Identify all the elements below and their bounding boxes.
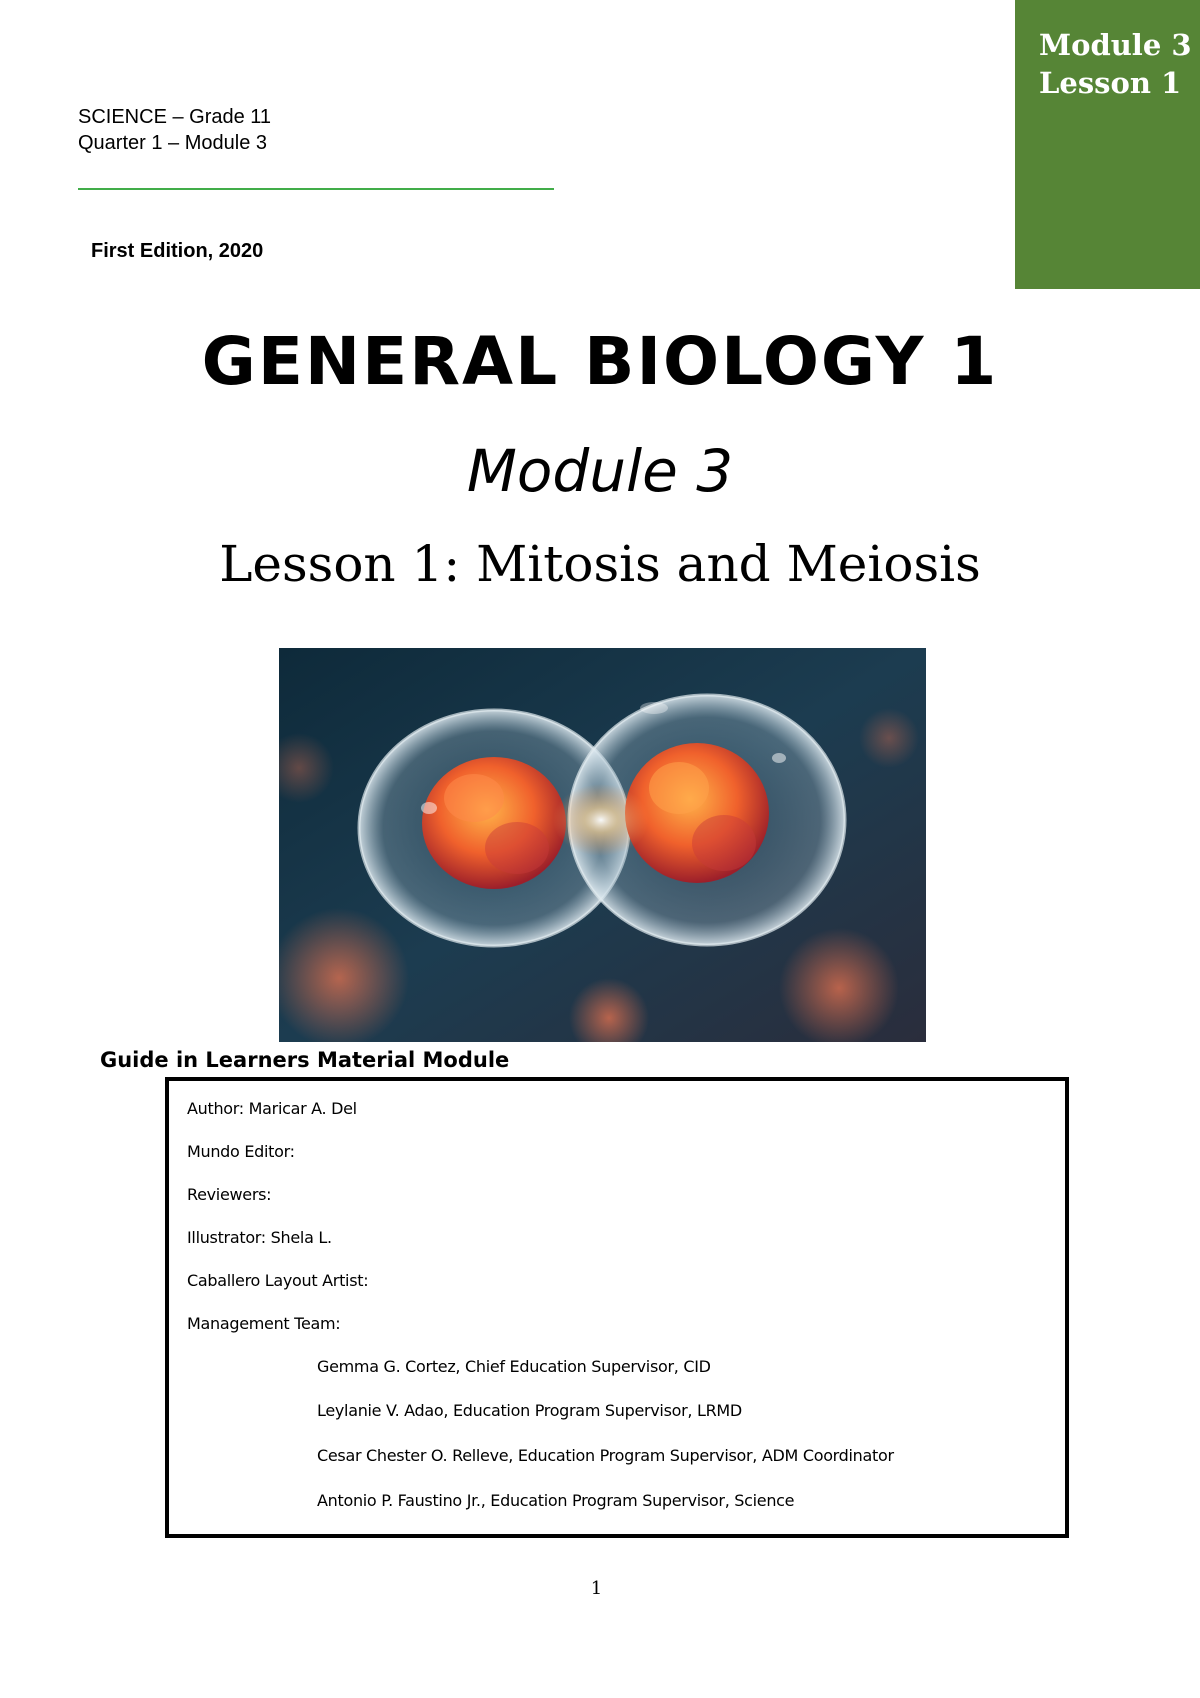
team-member: Antonio P. Faustino Jr., Education Program Supervisor, Science (317, 1491, 795, 1510)
module-title: Module 3 (466, 437, 734, 505)
cell-division-image (279, 648, 926, 1042)
tab-module-label: Module 3 (1039, 28, 1192, 62)
quarter-module: Quarter 1 – Module 3 (78, 132, 267, 154)
credits-box (165, 1077, 1069, 1538)
team-member: Gemma G. Cortez, Chief Education Supervisor, CID (317, 1357, 711, 1376)
header-divider (78, 188, 554, 190)
lesson-title: Lesson 1: Mitosis and Meiosis (219, 535, 981, 593)
edition-label: First Edition, 2020 (91, 240, 264, 262)
credit-editor: Mundo Editor: (187, 1142, 295, 1161)
subject-grade: SCIENCE – Grade 11 (78, 106, 272, 128)
tab-lesson-label: Lesson 1 (1039, 66, 1182, 100)
credit-illustrator: Illustrator: Shela L. (187, 1228, 332, 1247)
page-number: 1 (590, 1578, 603, 1599)
subject-block (78, 104, 271, 156)
team-member: Cesar Chester O. Relleve, Education Program Supervisor, ADM Coordinator (317, 1446, 894, 1465)
page-title: GENERAL BIOLOGY 1 (201, 323, 999, 400)
team-member: Leylanie V. Adao, Education Program Supervisor, LRMD (317, 1401, 742, 1420)
credit-management-team: Management Team: (187, 1314, 341, 1333)
module-lesson-tab (1015, 0, 1200, 289)
guide-heading: Guide in Learners Material Module (100, 1048, 510, 1072)
credit-author: Author: Maricar A. Del (187, 1099, 357, 1118)
credit-reviewers: Reviewers: (187, 1185, 272, 1204)
credit-layout-artist: Caballero Layout Artist: (187, 1271, 369, 1290)
